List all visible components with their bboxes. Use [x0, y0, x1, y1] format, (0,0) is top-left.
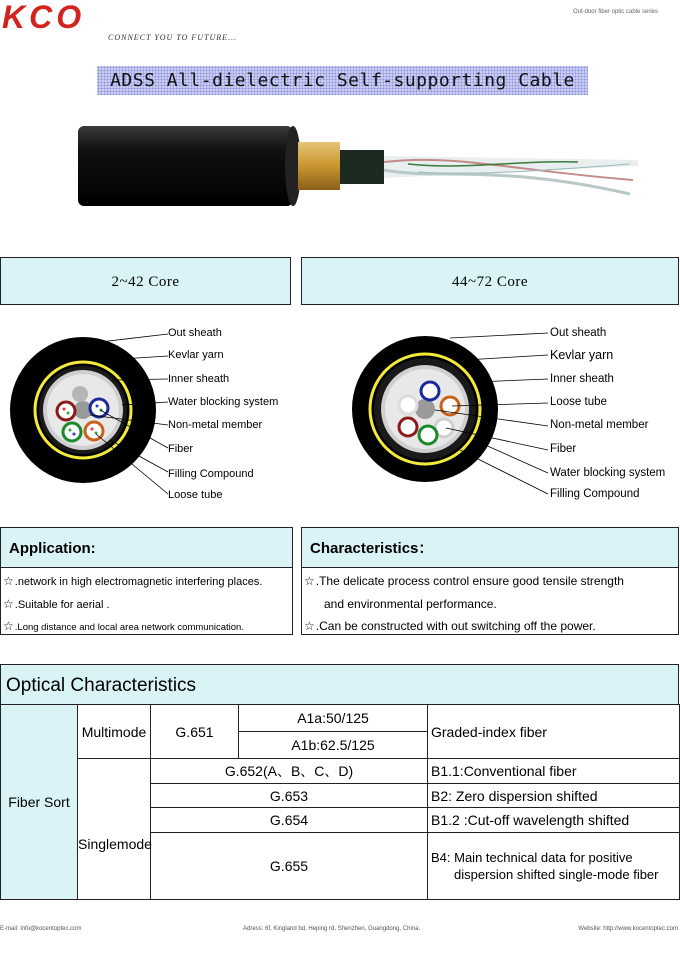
b12-cell: B1.2 :Cut-off wavelength shifted — [428, 808, 680, 833]
singlemode-cell: Singlemode — [78, 759, 151, 900]
right-label-loose-tube: Loose tube — [550, 396, 607, 408]
left-label-non-metal-member: Non-metal member — [168, 419, 263, 431]
multimode-cell: Multimode — [78, 705, 151, 759]
table-row — [1, 759, 680, 784]
page-title: ADSS All-dielectric Self-supporting Cable — [97, 66, 588, 95]
g651-cell: G.651 — [151, 705, 239, 759]
right-label-water-blocking: Water blocking system — [550, 467, 666, 479]
cable-image — [78, 120, 638, 215]
b4-line2: dispersion shifted single-mode fiber — [454, 867, 659, 882]
company-logo — [2, 2, 162, 37]
left-label-filling-compound: Filling Compound — [168, 468, 254, 480]
right-label-kevlar-yarn: Kevlar yarn — [550, 348, 614, 362]
application-section — [0, 527, 293, 635]
b11-cell: B1.1:Conventional fiber — [428, 759, 680, 784]
optical-heading: Optical Characteristics — [0, 664, 679, 704]
characteristics-section — [301, 527, 679, 635]
right-label-fiber: Fiber — [550, 443, 577, 455]
footer-website: Website: http://www.kocentoptec.com — [578, 926, 678, 932]
series-label: Out-door fiber optic cable series — [572, 9, 658, 15]
footer-email: E-mail: info@kocentoptec.com — [0, 926, 82, 932]
left-label-inner-sheath: Inner sheath — [168, 373, 230, 385]
g653-cell: G.653 — [151, 784, 428, 808]
characteristics-item-continued: and environmental performance. — [324, 597, 497, 611]
left-label-loose-tube: Loose tube — [168, 489, 223, 501]
left-label-out-sheath: Out sheath — [168, 327, 222, 339]
b4-line1: B4: Main technical data for positive — [431, 850, 633, 865]
right-cross-section — [340, 320, 680, 515]
g655-cell: G.655 — [151, 833, 428, 900]
core-box-right: 44~72 Core — [301, 257, 679, 305]
right-label-out-sheath: Out sheath — [550, 327, 607, 339]
logo-text: KCO — [2, 2, 86, 32]
application-heading: Application: — [1, 528, 292, 568]
characteristics-item: ☆.The delicate process control ensure good tensile strength — [304, 574, 624, 588]
a1b-cell: A1b:62.5/125 — [239, 732, 428, 759]
g652-cell: G.652(A、B、C、D) — [151, 759, 428, 784]
core-box-left: 2~42 Core — [0, 257, 291, 305]
b4-cell — [428, 833, 680, 900]
application-item: ☆.Suitable for aerial . — [3, 597, 110, 611]
right-label-filling-compound: Filling Compound — [550, 488, 640, 500]
footer-address: Adress: 6f, Kingland bd, Heping rd, Shenzhen, Guangdong, China. — [243, 926, 421, 932]
optical-table — [0, 704, 680, 900]
b2-cell: B2: Zero dispersion shifted — [428, 784, 680, 808]
characteristics-heading: Characteristics： — [302, 528, 678, 568]
table-row — [1, 705, 680, 732]
right-label-inner-sheath: Inner sheath — [550, 373, 614, 385]
characteristics-item: ☆.Can be constructed with out switching off the power. — [304, 619, 596, 633]
graded-index-cell: Graded-index fiber — [428, 705, 680, 759]
g654-cell: G.654 — [151, 808, 428, 833]
a1a-cell: A1a:50/125 — [239, 705, 428, 732]
slogan: CONNECT YOU TO FUTURE... — [108, 33, 238, 42]
fiber-sort-cell: Fiber Sort — [1, 705, 78, 900]
left-label-kevlar-yarn: Kevlar yarn — [168, 349, 224, 361]
right-label-non-metal-member: Non-metal member — [550, 419, 649, 431]
left-label-water-blocking: Water blocking system — [168, 396, 279, 408]
left-label-fiber: Fiber — [168, 443, 194, 455]
left-cross-section — [0, 320, 300, 515]
application-item: ☆.Long distance and local area network communication. — [3, 619, 244, 633]
application-item: ☆.network in high electromagnetic interfering places. — [3, 574, 263, 588]
